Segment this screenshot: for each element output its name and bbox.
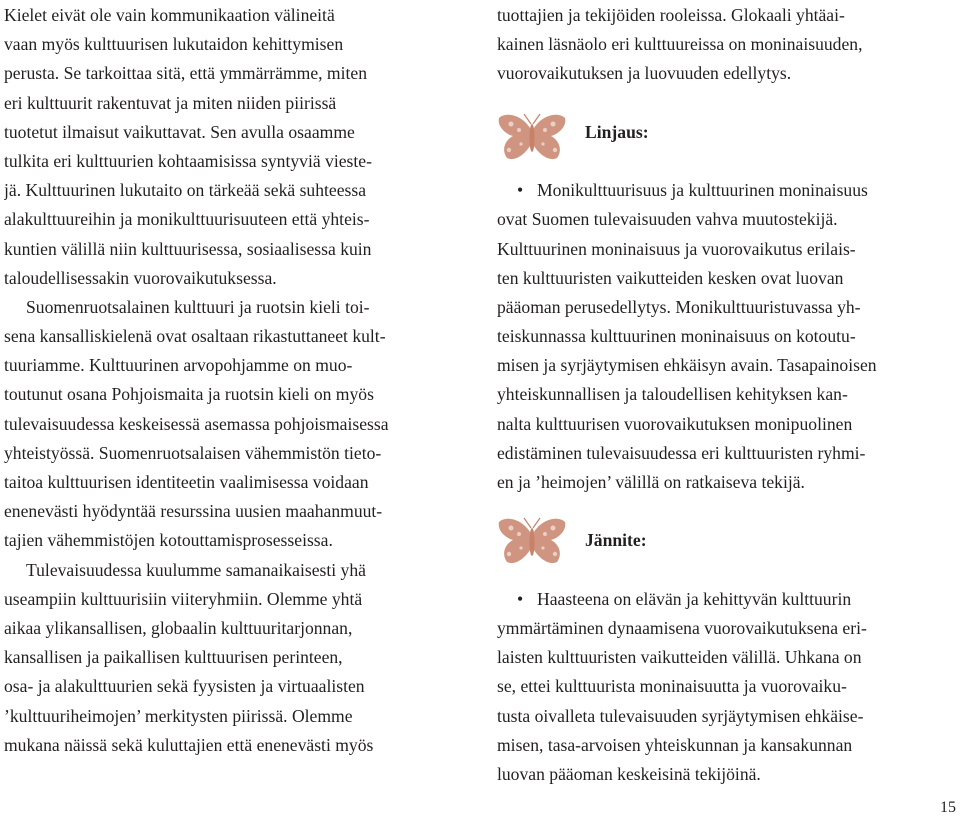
- butterfly-icon: [497, 516, 567, 570]
- text-line: laisten kulttuuristen vaikutteiden välillä. Uhkana on: [497, 647, 862, 668]
- text-line: tusta oivalleta tulevaisuuden syrjäytymisen ehkäise-: [497, 705, 864, 726]
- text-line: tulevaisuudessa keskeisessä asemassa pohjoismaisessa: [4, 413, 389, 434]
- section-heading-policy: Linjaus:: [585, 121, 649, 142]
- text-line: vaan myös kulttuurisen lukutaidon kehittymisen: [4, 34, 344, 55]
- text-line: ovat Suomen tulevaisuuden vahva muutostekijä.: [497, 209, 838, 230]
- bullet-line: [497, 585, 959, 614]
- text-line: en ja ’heimojen’ välillä on ratkaiseva tekijä.: [497, 472, 805, 492]
- text-line: Haasteena on elävän ja kehittyvän kulttuurin: [537, 588, 852, 609]
- text-line: Monikulttuurisuus ja kulttuurinen moninaisuus: [537, 180, 868, 201]
- left-column: [4, 1, 466, 760]
- text-line: tuuriamme. Kulttuurinen arvopohjamme on muo-: [4, 355, 353, 376]
- text-line: luovan pääoman keskeisinä tekijöinä.: [497, 763, 761, 784]
- text-line: Suomenruotsalainen kulttuuri ja ruotsin kieli toi-: [26, 296, 370, 317]
- page-number: 15: [940, 799, 956, 816]
- text-line: Tulevaisuudessa kuulumme samanaikaisesti yhä: [26, 559, 366, 580]
- policy-heading-row: [497, 118, 959, 147]
- text-line: ten kulttuuristen vaikutteiden kesken ovat luovan: [497, 267, 844, 288]
- text-line: alakulttuureihin ja monikulttuurisuuteen että yhteis-: [4, 209, 370, 230]
- text-line: Kielet eivät ole vain kommunikaation välineitä: [4, 5, 335, 25]
- text-line: jä. Kulttuurinen lukutaito on tärkeää sekä suhteessa: [4, 180, 367, 201]
- text-line: yhteiskunnallisen ja taloudellisen kehityksen kan-: [497, 384, 848, 405]
- text-line: teiskunnassa kulttuurinen moninaisuus on kotoutu-: [497, 326, 856, 347]
- text-line: kansallisen ja paikallisen kulttuurisen perinteen,: [4, 647, 343, 668]
- text-line: osa- ja alakulttuurien sekä fyysisten ja virtuaalisten: [4, 676, 365, 697]
- text-line: kuntien välillä niin kulttuurisessa, sosiaalisessa kuin: [4, 238, 372, 259]
- text-line: toutunut osana Pohjoismaita ja ruotsin kieli on myös: [4, 384, 374, 405]
- text-line: yhteistyössä. Suomenruotsalaisen vähemmistön tieto-: [4, 442, 382, 463]
- text-line: aikaa ylikansallisen, globaalin kulttuuritarjonnan,: [4, 617, 353, 638]
- section-heading-tension: Jännite:: [585, 530, 647, 551]
- text-line: taloudellisessakin vuorovaikutuksessa.: [4, 267, 277, 288]
- text-line: tajien vähemmistöjen kotouttamisprosesseissa.: [4, 530, 333, 551]
- text-line: ymmärtäminen dynaamisena vuorovaikutuksena eri-: [497, 617, 867, 638]
- text-line: mukana näissä sekä kuluttajien että enenevästi myös: [4, 734, 374, 755]
- text-line: edistäminen tulevaisuudessa eri kulttuuristen ryhmi-: [497, 442, 866, 463]
- text-line: misen, tasa-arvoisen yhteiskunnan ja kansakunnan: [497, 734, 853, 755]
- text-line: vuorovaikutuksen ja luovuuden edellytys.: [497, 63, 792, 84]
- text-line: Kulttuurinen moninaisuus ja vuorovaikutus erilais-: [497, 238, 856, 259]
- text-line: tuottajien ja tekijöiden rooleissa. Glokaali yhtäai-: [497, 5, 845, 25]
- text-line: enenevästi hyödyntää resurssina uusien maahanmuut-: [4, 501, 383, 522]
- text-line: misen ja syrjäytymisen ehkäisyn avain. Tasapainoisen: [497, 355, 877, 376]
- tension-heading-row: [497, 526, 959, 555]
- bullet-marker: •: [517, 588, 524, 609]
- text-line: sena kansalliskielenä ovat osaltaan rikastuttaneet kult-: [4, 326, 386, 347]
- butterfly-icon: [497, 112, 567, 166]
- bullet-line: [497, 176, 959, 205]
- text-line: perusta. Se tarkoittaa sitä, että ymmärrämme, miten: [4, 63, 367, 84]
- right-column: [497, 1, 959, 789]
- text-line: pääoman perusedellytys. Monikulttuuristuvassa yh-: [497, 296, 861, 317]
- text-line: kainen läsnäolo eri kulttuureissa on moninaisuuden,: [497, 34, 863, 55]
- text-line: ’kulttuuriheimojen’ merkitysten piirissä. Olemme: [4, 705, 353, 726]
- text-line: se, ettei kulttuurista moninaisuutta ja vuorovaiku-: [497, 676, 847, 697]
- text-line: nalta kulttuurisen vuorovaikutuksen monipuolinen: [497, 413, 853, 434]
- text-line: tuotetut ilmaisut vaikuttavat. Sen avulla osaamme: [4, 121, 355, 142]
- text-line: taitoa kulttuurisen identiteetin vaalimisessa voidaan: [4, 472, 369, 492]
- text-line: tulkita eri kulttuurien kohtaamisissa syntyviä vieste-: [4, 150, 372, 171]
- text-line: eri kulttuurit rakentuvat ja miten niiden piirissä: [4, 92, 337, 113]
- text-line: useampiin kulttuurisiin viiteryhmiin. Olemme yhtä: [4, 588, 363, 609]
- bullet-marker: •: [517, 180, 524, 201]
